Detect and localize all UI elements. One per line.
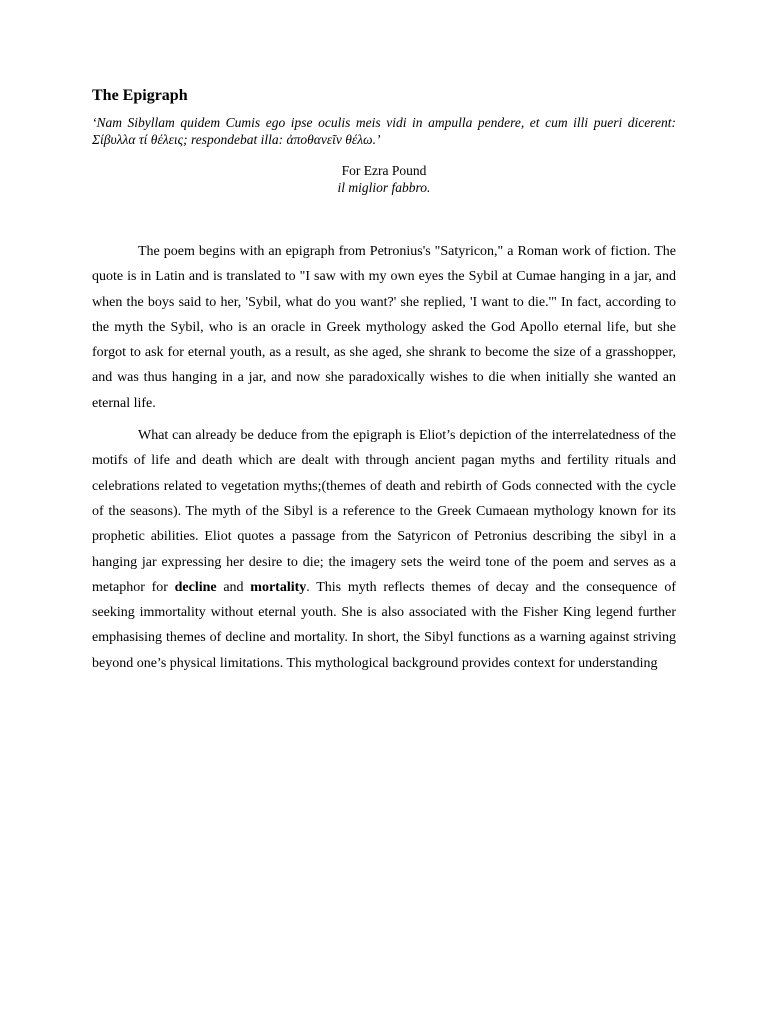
section-title: The Epigraph xyxy=(92,87,188,104)
paragraph-1: The poem begins with an epigraph from Petronius's "Satyricon," a Roman work of fiction. The quote is in Latin and is translated to "I saw with my own eyes the Sybil at Cumae hanging in a jar, and when the boys said to her, 'Sybil, what do you want?' she replied, 'I want to die.'" In fact, according to the myth the Sybil, who is an oracle in Greek mythology asked the God Apollo eternal life, but she forgot to ask for eternal youth, as a result, as she aged, she shrank to become the size of a grasshopper, and was thus hanging in a jar, and now she paradoxically wishes to die when initially she wanted an eternal life. xyxy=(92,244,676,411)
paragraph-2-part-2: and xyxy=(216,579,251,595)
body-text xyxy=(92,239,676,676)
document-page xyxy=(92,86,676,683)
dedication-subline: il miglior fabbro. xyxy=(337,180,431,195)
paragraph-2 xyxy=(92,423,676,676)
epigraph-quote: ‘Nam Sibyllam quidem Cumis ego ipse oculis meis vidi in ampulla pendere, et cum illi pueri dicerent: Σίβυλλα τί θέλεις; respondebat illa: ἀποθανεῖν θέλω.’ xyxy=(92,115,676,147)
bold-term-decline: decline xyxy=(174,579,217,595)
bold-term-mortality: mortality xyxy=(250,579,307,595)
dedication-line: For Ezra Pound xyxy=(341,163,427,178)
dedication xyxy=(92,162,676,196)
paragraph-2-part-1: What can already be deduce from the epigraph is Eliot’s depiction of the interrelatedness of the motifs of life and death which are dealt with through ancient pagan myths and fertility rituals and celebrations related to vegetation myths;(themes of death and rebirth of Gods connected with the cycle of the seasons). The myth of the Sibyl is a reference to the Greek Cumaean mythology known for its prophetic abilities. Eliot quotes a passage from the Satyricon of Petronius describing the sibyl in a hanging jar expressing her desire to die; the imagery sets the weird tone of the poem and serves as a metaphor for xyxy=(92,428,676,595)
paragraph-2-part-3: . This myth reflects themes of decay and the consequence of seeking immortality without eternal youth. She is also associated with the Fisher King legend further emphasising themes of decline and mortality. In short, the Sibyl functions as a warning against striving beyond one’s physical limitations. This mythological background provides context for understanding xyxy=(92,579,676,671)
